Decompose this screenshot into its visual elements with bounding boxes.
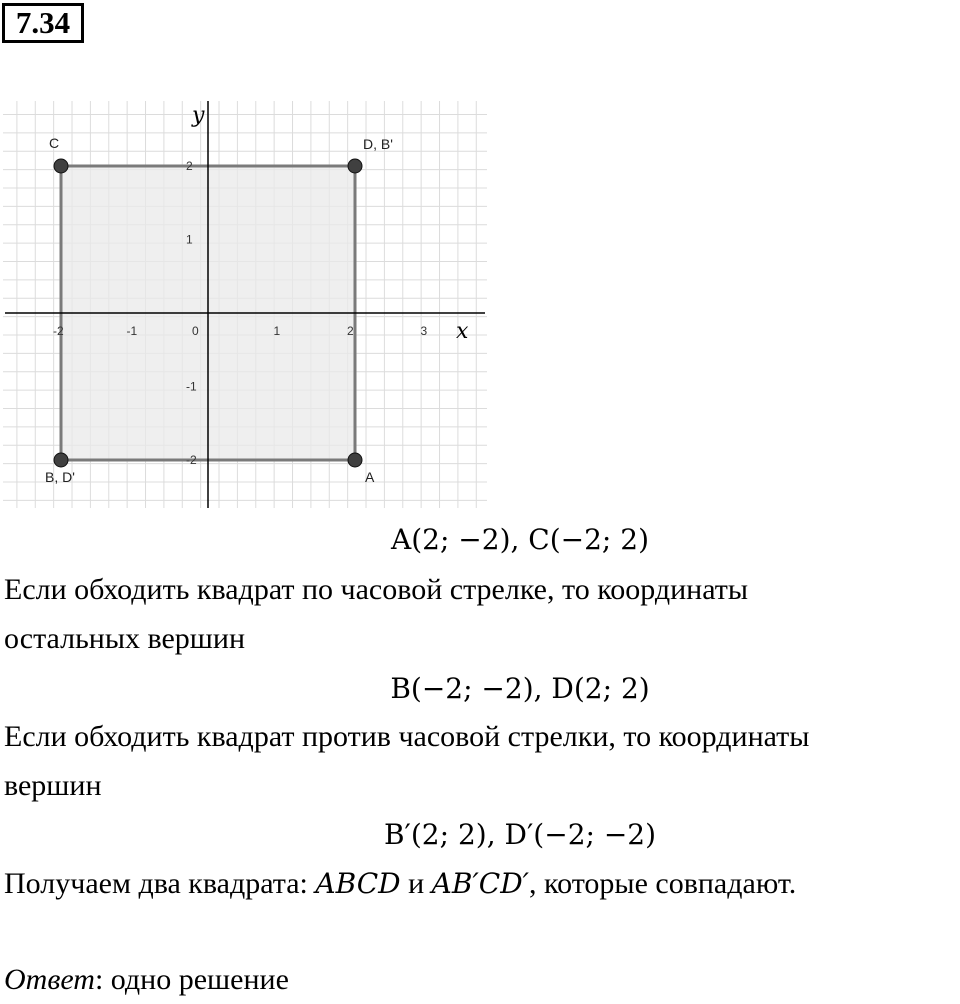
y-tick-label: -2 xyxy=(186,453,197,467)
x-tick-label: 0 xyxy=(192,324,199,338)
counter-text-line2: вершин xyxy=(4,769,102,802)
x-axis-label: x xyxy=(456,319,469,344)
square1-name: ABCD xyxy=(315,867,401,900)
x-tick-label: -1 xyxy=(126,324,138,338)
x-tick-label: 2 xyxy=(347,324,354,338)
clockwise-text-line2: остальных вершин xyxy=(4,622,245,655)
vertex-label: C xyxy=(49,135,60,151)
vertex-point xyxy=(54,159,68,173)
answer-line xyxy=(4,962,289,998)
x-tick-label: -2 xyxy=(53,324,64,338)
given-points: A(2; −2), C(−2; 2) xyxy=(391,523,649,556)
x-tick-label: 3 xyxy=(420,324,428,338)
vertex-point xyxy=(348,159,362,173)
counter-text-line1: Если обходить квадрат против часовой стрелки, то координаты xyxy=(4,720,810,753)
vertex-point xyxy=(348,453,362,467)
y-tick-label: 1 xyxy=(186,232,193,247)
x-tick-label: 1 xyxy=(273,324,281,338)
square2-name: AB′CD′ xyxy=(431,867,530,900)
coordinate-graph xyxy=(0,98,490,513)
vertex-point xyxy=(54,453,68,467)
counter-points: B′(2; 2), D′(−2; −2) xyxy=(383,818,657,851)
y-tick-label: -1 xyxy=(186,379,197,394)
clockwise-text-line1: Если обходить квадрат по часовой стрелке, то координаты xyxy=(4,573,749,606)
answer-label: Ответ xyxy=(4,963,95,996)
result-suffix: , которые совпадают. xyxy=(529,867,797,900)
y-tick-label: 2 xyxy=(186,159,193,173)
vertex-label: D, B' xyxy=(363,136,393,152)
clockwise-points: B(−2; −2), D(2; 2) xyxy=(390,672,650,705)
vertex-label: B, D' xyxy=(45,469,75,485)
result-prefix: Получаем два квадрата: xyxy=(4,867,316,900)
vertex-label: A xyxy=(365,469,375,485)
result-and: и xyxy=(400,867,432,900)
answer-value: : одно решение xyxy=(94,963,289,996)
y-axis-label: y xyxy=(192,103,205,128)
result-sentence xyxy=(4,866,796,902)
problem-number: 7.34 xyxy=(2,3,84,43)
